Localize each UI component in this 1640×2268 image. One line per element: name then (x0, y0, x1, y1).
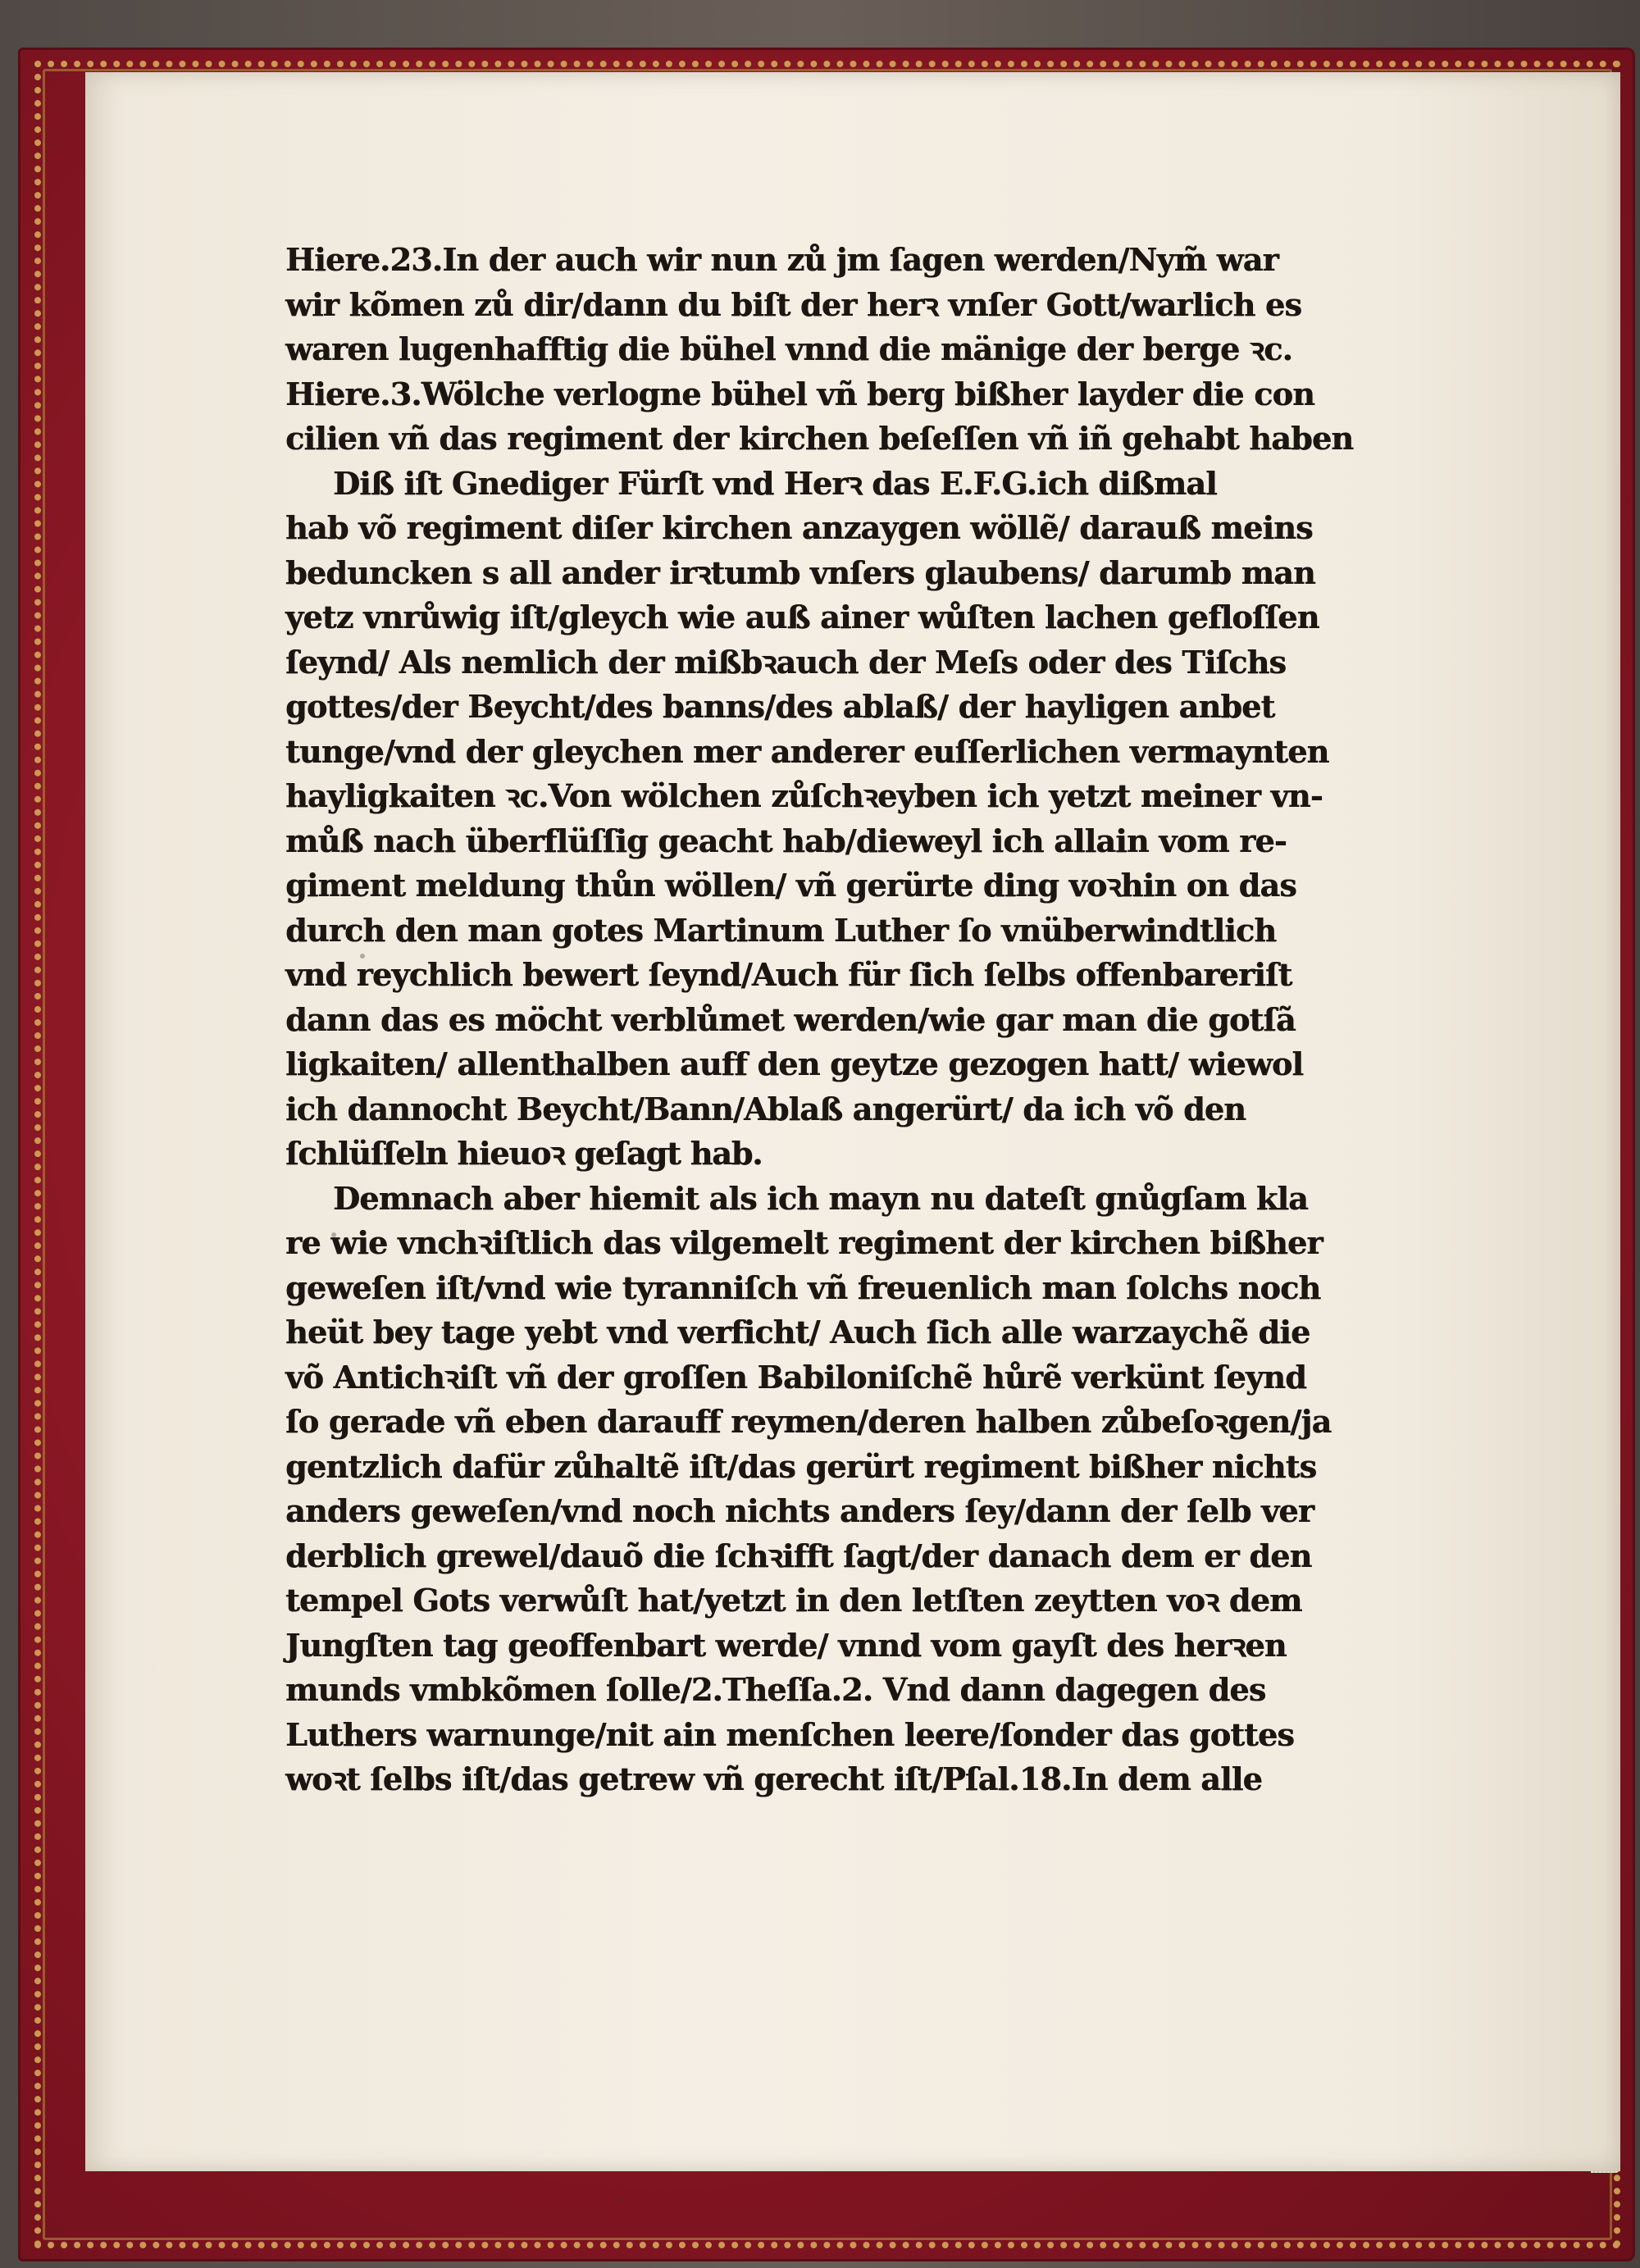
text-line: heüt bey tage yebt vnd verficht/ Auch ſich alle warzaychẽ die (285, 1314, 1310, 1350)
text-line: cilien vñ das regiment der kirchen beſeſſen vñ iñ gehabt haben (285, 420, 1354, 457)
text-line: můß nach überflüſſig geacht hab/dieweyl ich allain vom re- (285, 822, 1287, 859)
printed-text-block (285, 238, 1483, 1802)
text-line: tunge/vnd der gleychen mer anderer euſſerlichen vermaynten (285, 732, 1329, 770)
text-line: re wie vnchꝛiſtlich das vilgemelt regiment der kirchen bißher (285, 1224, 1323, 1261)
text-line: anders geweſen/vnd noch nichts anders ſey/dann der ſelb ver (285, 1492, 1314, 1529)
text-line: beduncken s all ander irꝛtumb vnſers glaubens/ darumb man (285, 553, 1315, 591)
text-line: giment meldung thůn wöllen/ vñ gerürte ding voꝛhin on das (285, 867, 1296, 904)
text-line: tempel Gots verwůſt hat/yetzt in den letſten zeytten voꝛ dem (285, 1582, 1302, 1619)
text-line: munds vmbkõmen ſolle/2.Theſſa.2. Vnd dann dagegen des (285, 1671, 1266, 1708)
text-line: dann das es möcht verblůmet werden/wie gar man die gotſã (285, 1000, 1296, 1038)
text-line: durch den man gotes Martinum Luther ſo vnüberwindtlich (285, 911, 1277, 949)
text-line: hab võ regiment diſer kirchen anzaygen wöllẽ/ darauß meins (285, 509, 1313, 546)
paragraph-start-line: Demnach aber hiemit als ich mayn nu dateſt gnůgſam kla (333, 1179, 1308, 1217)
text-line: gentzlich dafür zůhaltẽ iſt/das gerürt regiment bißher nichts (285, 1447, 1317, 1485)
text-line: woꝛt ſelbs iſt/das getrew vñ gerecht iſt/Pſal.18.In dem alle (285, 1760, 1262, 1797)
text-line: Hiere.23.In der auch wir nun zů jm ſagen werden/Nym̃ war (285, 241, 1278, 278)
text-line: derblich grewel/dauõ die ſchꝛifft ſagt/der danach dem er den (285, 1537, 1312, 1574)
text-line: hayligkaiten ꝛc.Von wölchen zůſchꝛeyben ich yetzt meiner vn- (285, 777, 1323, 814)
text-line: ſo gerade vñ eben darauff reymen/deren halben zůbeſoꝛgen/ja (285, 1403, 1332, 1440)
text-line: ſeynd/ Als nemlich der mißbꝛauch der Meſs oder des Tiſchs (285, 643, 1287, 681)
text-line: vnd reychlich bewert ſeynd/Auch für ſich ſelbs offenbareriſt (285, 956, 1292, 993)
paragraph-start-line: Diß iſt Gnediger Fürſt vnd Herꝛ das E.F.G.ich dißmal (333, 464, 1217, 502)
text-line: wir kõmen zů dir/dann du biſt der herꝛ vnſer Gott/warlich es (285, 285, 1302, 323)
text-line: ſchlüſſeln hieuoꝛ geſagt hab. (285, 1135, 763, 1172)
text-line: yetz vnrůwig iſt/gleych wie auß ainer wůſten lachen gefloſſen (285, 599, 1319, 635)
text-line: geweſen iſt/vnd wie tyranniſch vñ freuenlich man ſolchs noch (285, 1268, 1321, 1306)
ink-speck (618, 2196, 623, 2201)
text-line: ligkaiten/ allenthalben auff den geytze gezogen hatt/ wiewol (285, 1045, 1304, 1082)
text-line: ich dannocht Beycht/Bann/Ablaß angerürt/ da ich võ den (285, 1090, 1246, 1127)
text-line: Jungſten tag geoffenbart werde/ vnnd vom gayſt des herꝛen (285, 1626, 1287, 1664)
text-line: võ Antichꝛiſt vñ der groſſen Babiloniſchẽ hůrẽ verkünt ſeynd (285, 1358, 1306, 1396)
text-line: gottes/der Beycht/des banns/des ablaß/ der hayligen anbet (285, 688, 1275, 725)
text-line: Luthers warnunge/nit ain menſchen leere/ſonder das gottes (285, 1715, 1294, 1753)
text-line: Hiere.3.Wölche verlogne bühel vñ berg bißher layder die con (285, 375, 1314, 412)
text-line: waren lugenhafftig die bühel vnnd die mänige der berge ꝛc. (285, 330, 1292, 367)
